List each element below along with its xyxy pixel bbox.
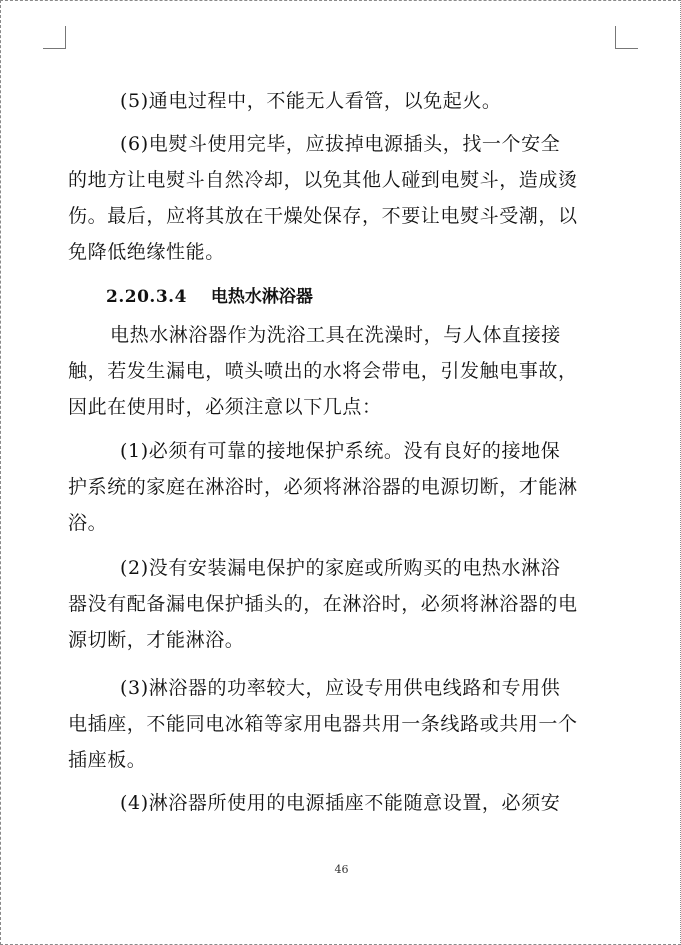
page-number: 46 [334, 863, 349, 876]
section-number: 2.20.3.4 [106, 287, 187, 307]
text-line: 器没有配备漏电保护插头的，在淋浴时，必须将淋浴器的电 [68, 593, 578, 615]
text-line: (2)没有安装漏电保护的家庭或所购买的电热水淋浴 [120, 557, 561, 579]
section-title: 电热水淋浴器 [210, 287, 313, 307]
text-line: 的地方让电熨斗自然冷却，以免其他人碰到电熨斗，造成烫 [68, 169, 578, 191]
text-line: 电热水淋浴器作为洗浴工具在洗澡时，与人体直接接 [110, 324, 561, 346]
paragraph-item-1 [68, 433, 588, 541]
text-line: 因此在使用时，必须注意以下几点： [68, 396, 382, 418]
paragraph-intro [68, 317, 588, 425]
text-line: (6)电熨斗使用完毕，应拔掉电源插头，找一个安全 [120, 133, 561, 155]
paragraph-item-2 [68, 550, 588, 658]
text-line: 电插座，不能同电冰箱等家用电器共用一条线路或共用一个 [68, 713, 578, 735]
section-heading [106, 280, 313, 314]
text-line: 源切断，才能淋浴。 [68, 629, 245, 651]
text-line: (5)通电过程中，不能无人看管，以免起火。 [120, 90, 502, 112]
paragraph-item-5 [68, 83, 588, 119]
crop-mark-top-left [43, 26, 66, 49]
text-line: 浴。 [68, 512, 108, 534]
text-line: (3)淋浴器的功率较大，应设专用供电线路和专用供 [120, 677, 561, 699]
text-line: 护系统的家庭在淋浴时，必须将淋浴器的电源切断，才能淋 [68, 476, 578, 498]
paragraph-item-6 [68, 126, 588, 270]
text-line: 触，若发生漏电，喷头喷出的水将会带电，引发触电事故， [68, 360, 578, 382]
text-line: (1)必须有可靠的接地保护系统。没有良好的接地保 [120, 440, 561, 462]
text-line: 伤。最后，应将其放在干燥处保存，不要让电熨斗受潮，以 [68, 205, 578, 227]
paragraph-item-4 [68, 785, 588, 821]
text-line: 免降低绝缘性能。 [68, 241, 225, 263]
crop-mark-top-right [615, 26, 638, 49]
text-line: 插座板。 [68, 749, 147, 771]
text-line: (4)淋浴器所使用的电源插座不能随意设置，必须安 [120, 792, 561, 814]
paragraph-item-3 [68, 670, 588, 778]
